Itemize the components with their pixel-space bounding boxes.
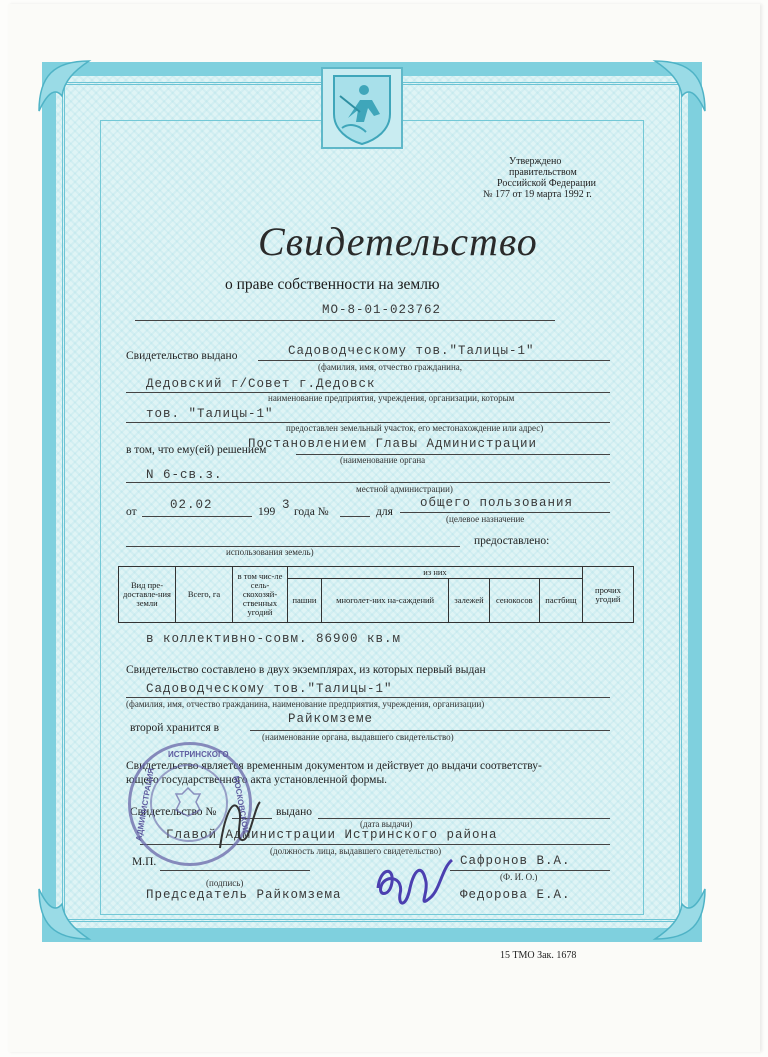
purpose-underline: [400, 512, 610, 513]
approval-line-4: № 177 от 19 марта 1992 г.: [483, 189, 592, 200]
table-header-hayfields: сенокосов: [489, 579, 539, 623]
decree-number-underline: [340, 516, 370, 517]
document-title: Свидетельство: [258, 219, 538, 264]
table-header-fallow: залежей: [449, 579, 490, 623]
second-copy-underline: [250, 730, 610, 731]
plot-caption: предоставлен земельный участок, его местонахождение или адрес): [286, 423, 544, 433]
authority-value: Главой Администрации Истринского района: [166, 828, 498, 842]
document-number: МО-8-01-023762: [322, 303, 442, 317]
approval-line-1: Утверждено: [509, 156, 562, 167]
second-copy-value: Райкомземе: [288, 712, 374, 726]
copies-underline: [126, 697, 610, 698]
chairman-position: Председатель Райкомзема: [146, 888, 342, 902]
decision-label: в том, что ему(ей) решением: [126, 444, 267, 456]
stamp-emblem-icon: [170, 784, 206, 820]
table-header-arable: пашни: [288, 579, 322, 623]
issued-to-label: Свидетельство выдано: [126, 350, 238, 362]
copies-text: Свидетельство составлено в двух экземплярах, из которых первый выдан: [126, 664, 486, 676]
certificate-number-label: Свидетельство №: [130, 806, 217, 818]
issue-date-caption: (дата выдачи): [360, 819, 413, 829]
year-digit: 3: [282, 498, 291, 512]
number-underline: [135, 320, 555, 321]
approval-line-3: Российской Федерации: [497, 178, 597, 189]
plot-value: тов. "Талицы-1": [146, 407, 274, 421]
use-caption: использования земель): [226, 547, 314, 557]
issued-word: выдано: [276, 806, 313, 818]
authority-caption: (должность лица, выдавшего свидетельство): [270, 846, 442, 856]
area-note: в коллективно-совм. 86900 кв.м: [146, 632, 402, 646]
corner-ornament-bottom-left: [34, 884, 94, 944]
table-header-of-them: из них: [288, 567, 583, 579]
granted-label: предоставлено:: [474, 535, 550, 547]
table-header-land-type: Вид пре-доставле-ния земли: [119, 567, 176, 623]
stamp-text-right: МОСКОВСКОЙ: [231, 775, 251, 834]
decision-number-caption: местной администрации): [356, 484, 453, 494]
table-header-agricultural: в том чис-ле сель-скохозяй-ственных угодий: [233, 567, 288, 623]
signature-scribble-1: [210, 788, 270, 858]
enterprise-caption: наименование предприятия, учреждения, организации, которым: [268, 393, 515, 403]
second-copy-label: второй хранится в: [130, 722, 220, 734]
corner-ornament-top-right: [650, 56, 710, 116]
year-label: года №: [294, 506, 329, 518]
table-header-other: прочих угодий: [583, 567, 634, 623]
approval-line-2: правительством: [509, 167, 577, 178]
purpose-caption: (целевое назначение: [446, 514, 525, 524]
signature-underline: [160, 870, 310, 871]
decision-number-value: N 6-св.з.: [146, 468, 223, 482]
table-header-perennial: многолет-них на-саждений: [321, 579, 448, 623]
signature-scribble-2: [370, 848, 460, 918]
land-allocation-table: [118, 566, 634, 623]
second-copy-caption: (наименование органа, выдавшего свидетельство): [262, 732, 454, 742]
validity-line-2: ющего государственного акта установленной формы.: [126, 774, 388, 786]
date-from-label: от: [126, 506, 137, 518]
issued-to-caption: (фамилия, имя, отчество гражданина,: [318, 362, 463, 372]
document-subtitle: о праве собственности на землю: [225, 276, 440, 293]
issued-to-underline: [258, 360, 610, 361]
year-prefix: 199: [258, 506, 276, 518]
copies-caption: (фамилия, имя, отчество гражданина, наименование предприятия, учреждения, организации): [126, 699, 485, 709]
purpose-value: общего пользования: [420, 496, 574, 510]
chairman-name: Федорова Е.А.: [460, 888, 571, 902]
issued-to-value: Садоводческому тов."Талицы-1": [288, 344, 535, 358]
decision-value: Постановлением Главы Администрации: [248, 437, 538, 451]
official-name: Сафронов В.А.: [460, 854, 571, 868]
validity-line-1: Свидетельство является временным документом и действует до выдачи соответству-: [126, 760, 542, 772]
fio-underline: [450, 870, 610, 871]
fio-caption: (Ф. И. О.): [500, 872, 538, 882]
print-code: 15 ТМО Зак. 1678: [500, 950, 577, 961]
mp-label: М.П.: [132, 856, 157, 868]
enterprise-value: Дедовский г/Совет г.Дедовск: [146, 377, 376, 391]
stamp-text-top: ИСТРИНСКОГО: [168, 750, 229, 759]
date-value: 02.02: [170, 498, 213, 512]
signature-caption: (подпись): [206, 878, 244, 888]
decision-caption: (наименование органа: [340, 455, 426, 465]
date-underline: [142, 516, 252, 517]
decision-number-underline: [126, 482, 610, 483]
copies-value: Садоводческому тов."Талицы-1": [146, 682, 393, 696]
corner-ornament-bottom-right: [650, 884, 710, 944]
for-label: для: [376, 506, 393, 518]
stamp-text-left: АДМИНИСТРАЦИЯ: [134, 767, 156, 842]
table-header-total: Всего, га: [176, 567, 233, 623]
corner-ornament-top-left: [34, 56, 94, 116]
table-header-pastures: пастбищ: [539, 579, 582, 623]
moscow-coat-of-arms-emblem: [320, 66, 404, 150]
